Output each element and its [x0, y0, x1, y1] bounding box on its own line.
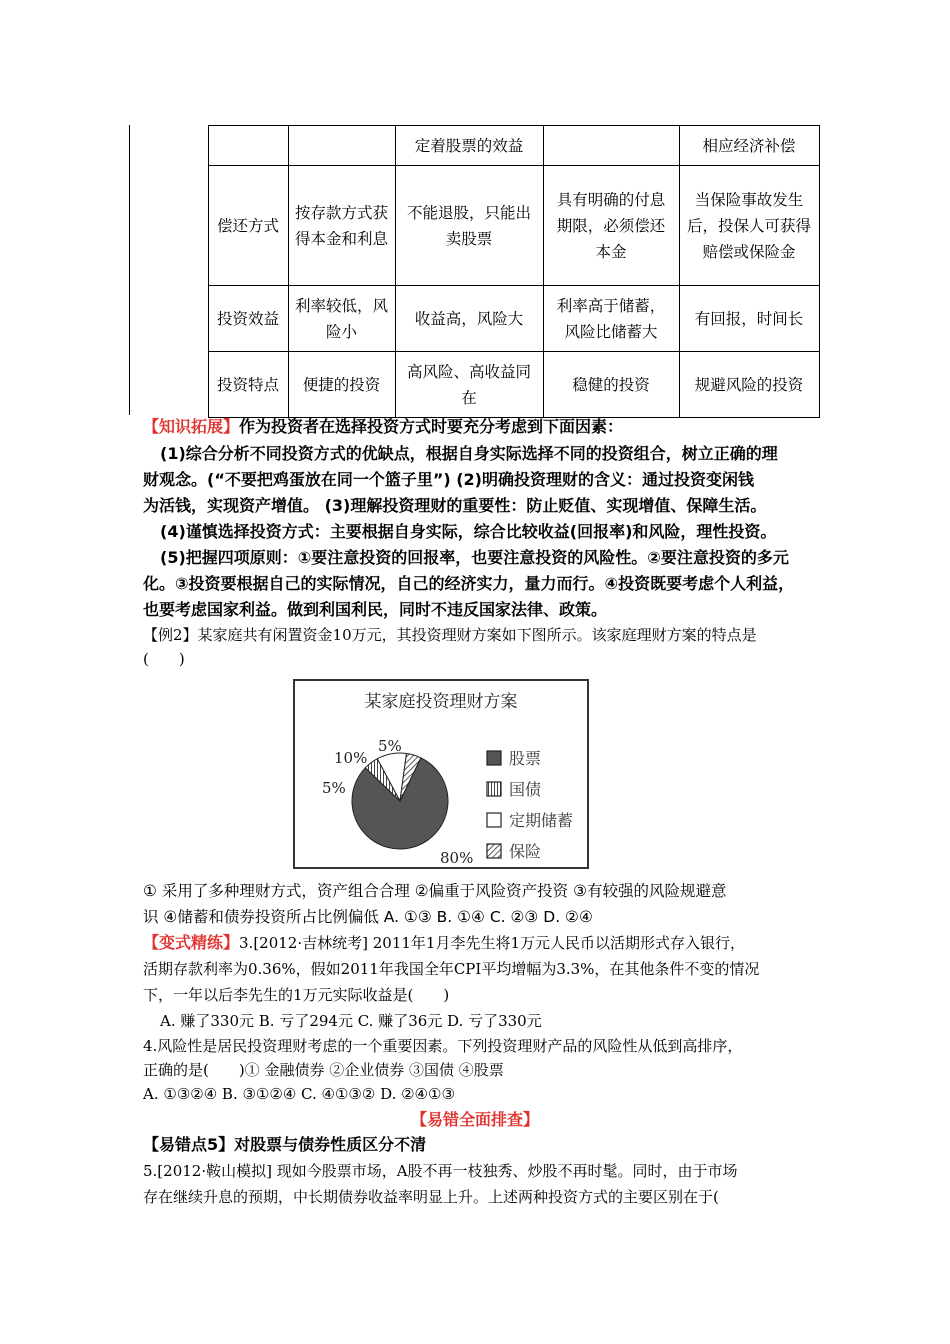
table-cell: 利率较低，风险小 [288, 286, 395, 352]
question-5-line: 存在继续升息的预期，中长期债券收益率明显上升。上述两种投资方式的主要区别在于( [143, 1188, 719, 1206]
table-row [129, 126, 819, 166]
table-cell: 相应经济补偿 [679, 126, 819, 166]
knowledge-line: 也要考虑国家利益。做到利国利民，同时不违反国家法律、政策。 [143, 600, 608, 619]
table-cell: 高风险、高收益同在 [395, 352, 543, 418]
table-row [129, 166, 819, 286]
knowledge-line: (5)把握四项原则：①要注意投资的回报率，也要注意投资的风险性。②要注意投资的多元 [160, 548, 789, 567]
table-cell: 偿还方式 [208, 166, 288, 286]
example-question: 【例2】某家庭共有闲置资金10万元，其投资理财方案如下图所示。该家庭理财方案的特点是 [143, 626, 757, 644]
variant-options: A. 赚了330元 B. 亏了294元 C. 赚了36元 D. 亏了330元 [160, 1012, 542, 1030]
variant-question [143, 931, 745, 955]
legend-label: 股票 [509, 749, 542, 768]
legend-swatch [487, 813, 501, 827]
knowledge-line: 化。③投资要根据自己的实际情况，自己的经济实力，量力而行。④投资既要考虑个人利益， [143, 574, 795, 593]
example-options: 识 ④储蓄和债券投资所占比例偏低 A. ①③ B. ①④ C. ②③ D. ②④ [143, 908, 593, 926]
example-blank: ( ) [143, 650, 185, 668]
question-5: 5.[2012·鞍山模拟] 现如今股票市场，A股不再一枝独秀、炒股不再时髦。同时，由于市场 [143, 1162, 738, 1180]
pie-data-label: 5% [322, 779, 346, 797]
table-cell [208, 126, 288, 166]
error-point-title: 【易错点5】对股票与债券性质区分不清 [143, 1135, 427, 1154]
table-cell: 投资特点 [208, 352, 288, 418]
question-4-line: 正确的是( )① 金融债券 ②企业债券 ③国债 ④股票 [143, 1061, 504, 1079]
table-cell: 按存款方式获得本金和利息 [288, 166, 395, 286]
chart-title: 某家庭投资理财方案 [364, 692, 518, 712]
knowledge-line: 财观念。(“不要把鸡蛋放在同一个篮子里”) (2)明确投资理财的含义：通过投资变闲钱 [143, 470, 754, 489]
pie-data-label: 10% [334, 749, 368, 767]
knowledge-line: (1)综合分析不同投资方式的优缺点，根据自身实际选择不同的投资组合，树立正确的理 [160, 444, 778, 463]
table-row [129, 352, 819, 418]
table-row [129, 286, 819, 352]
legend-swatch [487, 751, 501, 765]
pie-data-label: 80% [440, 849, 474, 867]
table-cell [543, 126, 679, 166]
table-cell: 稳健的投资 [543, 352, 679, 418]
variant-line: 下，一年以后李先生的1万元实际收益是( ) [143, 986, 450, 1004]
table-cell: 利率高于储蓄，风险比储蓄大 [543, 286, 679, 352]
section-title: 【易错全面排查】 [410, 1110, 539, 1129]
table-cell: 收益高，风险大 [395, 286, 543, 352]
table-cell: 有回报，时间长 [679, 286, 819, 352]
legend-swatch [487, 844, 501, 858]
legend-label: 保险 [509, 842, 542, 861]
table-cell: 投资效益 [208, 286, 288, 352]
investment-comparison-table [129, 125, 820, 418]
variant-tag: 【变式精练】 [143, 933, 240, 952]
example-options: ① 采用了多种理财方式，资产组合合理 ②偏重于风险资产投资 ③有较强的风险规避意 [143, 882, 727, 900]
variant-text: 3.[2012·吉林统考] 2011年1月李先生将1万元人民币以活期形式存入银行， [239, 934, 746, 952]
knowledge-intro: 作为投资者在选择投资方式时要充分考虑到下面因素： [239, 417, 624, 436]
table-cell: 定着股票的效益 [395, 126, 543, 166]
question-4-options: A. ①③②④ B. ③①②④ C. ④①③② D. ②④①③ [143, 1085, 455, 1103]
table-cell: 当保险事故发生后，投保人可获得赔偿或保险金 [679, 166, 819, 286]
knowledge-heading [143, 415, 623, 439]
table-cell: 不能退股，只能出卖股票 [395, 166, 543, 286]
pie-chart [295, 681, 587, 867]
legend-label: 国债 [509, 780, 542, 799]
table-cell: 规避风险的投资 [679, 352, 819, 418]
pie-chart-frame [293, 679, 589, 869]
knowledge-tag: 【知识拓展】 [143, 417, 240, 436]
table-cell: 具有明确的付息期限，必须偿还本金 [543, 166, 679, 286]
question-4: 4.风险性是居民投资理财考虑的一个重要因素。下列投资理财产品的风险性从低到高排序， [143, 1037, 743, 1055]
variant-line: 活期存款利率为0.36%，假如2011年我国全年CPI平均增幅为3.3%，在其他条件不变的情况 [143, 960, 760, 978]
pie-data-label: 5% [378, 737, 402, 755]
knowledge-line: 为活钱，实现资产增值。 (3)理解投资理财的重要性：防止贬值、实现增值、保障生活。 [143, 496, 767, 515]
legend-label: 定期储蓄 [509, 811, 574, 830]
table-cell: 便捷的投资 [288, 352, 395, 418]
legend-swatch [487, 782, 501, 796]
table-cell [288, 126, 395, 166]
knowledge-line: (4)谨慎选择投资方式：主要根据自身实际，综合比较收益(回报率)和风险，理性投资。 [160, 522, 777, 541]
table-side-cell [129, 126, 208, 418]
